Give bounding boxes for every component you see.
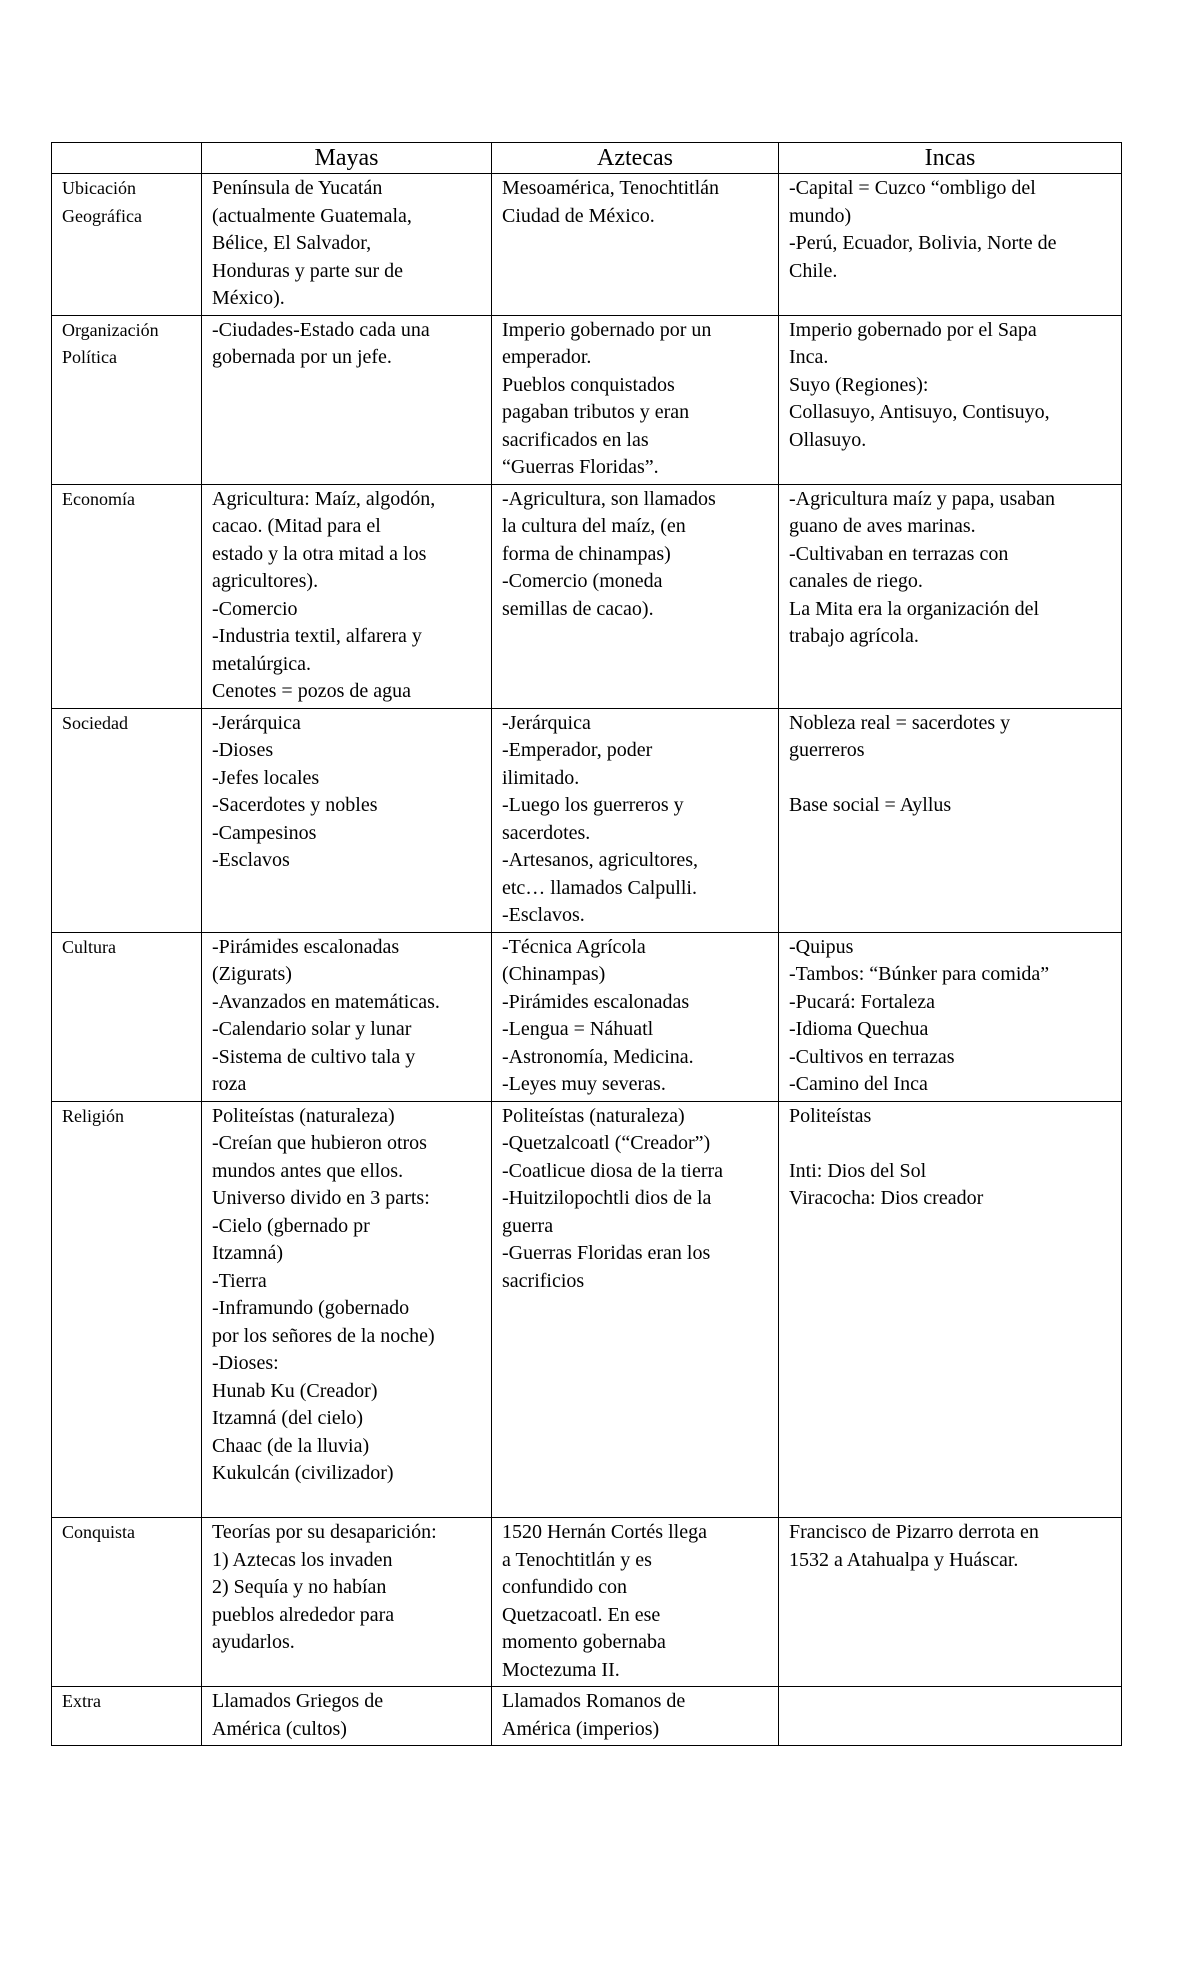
cell-text-line: -Guerras Floridas eran los [502, 1242, 711, 1264]
cell-text-line: -Dioses [212, 739, 274, 761]
cell-text-line: -Emperador, poder [502, 739, 653, 761]
cell-text-line: guerra [502, 1214, 554, 1237]
cell-text-line: -Creían que hubieron otros [212, 1132, 427, 1154]
cell-text-line: -Lengua = Náhuatl [502, 1018, 654, 1040]
cell-text-line: cacao. (Mitad para el [212, 515, 381, 537]
cell-text-line: -Inframundo (gobernado [212, 1297, 410, 1319]
row-label-cell [52, 174, 202, 316]
cell-text-line: -Técnica Agrícola [502, 935, 646, 958]
cell-aztecas [492, 1687, 779, 1746]
cell-mayas [202, 1101, 492, 1518]
table-row [52, 315, 1122, 484]
cell-text-line: -Cielo (gbernado pr [212, 1214, 370, 1237]
cell-aztecas [492, 315, 779, 484]
cell-text-line: -Idioma Quechua [789, 1018, 929, 1040]
cell-text-line: forma de chinampas) [502, 542, 671, 565]
cell-text-line: Kukulcán (civilizador) [212, 1462, 394, 1484]
cell-text-line: -Perú, Ecuador, Bolivia, Norte de [789, 232, 1057, 254]
cell-text-line: -Jerárquica [212, 711, 301, 734]
cell-text-line: 1532 a Atahualpa y Huáscar. [789, 1548, 1019, 1571]
cell-text-line: Suyo (Regiones): [789, 373, 929, 396]
table-row [52, 1101, 1122, 1518]
cell-text-line: -Ciudades-Estado cada una [212, 318, 430, 341]
row-label-cell [52, 484, 202, 708]
cell-text-line: gobernada por un jefe. [212, 346, 392, 368]
row-label-cell [52, 708, 202, 932]
cell-text-line: guerreros [789, 739, 865, 761]
cell-text-line: -Sacerdotes y nobles [212, 794, 378, 816]
cell-text-line: confundido con [502, 1576, 627, 1598]
cell-text-line: América (imperios) [502, 1717, 660, 1740]
cell-text-line: estado y la otra mitad a los [212, 542, 427, 565]
cell-text-line: canales de riego. [789, 570, 923, 592]
row-label-line: Geográfica [62, 205, 142, 226]
cell-text-line: Inti: Dios del Sol [789, 1159, 927, 1182]
civilizations-comparison-table [51, 142, 1122, 1746]
cell-text-line: -Camino del Inca [789, 1073, 928, 1095]
row-label-line: Sociedad [62, 712, 128, 733]
table-row [52, 708, 1122, 932]
table-row [52, 1687, 1122, 1746]
cell-aztecas [492, 932, 779, 1101]
row-label-line: Organización [62, 319, 159, 340]
row-label-cell [52, 1687, 202, 1746]
cell-text-line: Ciudad de México. [502, 204, 655, 227]
cell-mayas [202, 708, 492, 932]
row-label-line: Economía [62, 488, 135, 509]
cell-text-line: -Industria textil, alfarera y [212, 625, 422, 647]
row-label-cell [52, 932, 202, 1101]
cell-text-line: -Calendario solar y lunar [212, 1018, 412, 1040]
cell-text-line: Honduras y parte sur de [212, 259, 404, 282]
cell-text-line: Agricultura: Maíz, algodón, [212, 487, 436, 510]
cell-text-line: La Mita era la organización del [789, 597, 1040, 620]
cell-text-line: Mesoamérica, Tenochtitlán [502, 177, 720, 199]
cell-mayas [202, 174, 492, 316]
cell-mayas [202, 1687, 492, 1746]
cell-text-line: -Tambos: “Búnker para comida” [789, 963, 1050, 985]
cell-text-line: -Comercio [212, 597, 298, 620]
header-aztecas: Aztecas [492, 143, 779, 174]
cell-text-line [789, 1130, 1111, 1158]
cell-text-line: trabajo agrícola. [789, 625, 919, 647]
table-body [52, 174, 1122, 1746]
cell-text-line: -Sistema de cultivo tala y [212, 1045, 416, 1068]
cell-text-line: -Avanzados en matemáticas. [212, 990, 440, 1013]
row-label-line: Religión [62, 1105, 124, 1126]
cell-text-line: metalúrgica. [212, 652, 312, 675]
cell-text-line: Bélice, El Salvador, [212, 232, 372, 254]
cell-text-line: -Jefes locales [212, 766, 320, 789]
table-row [52, 174, 1122, 316]
cell-text-line: agricultores). [212, 570, 319, 592]
row-label-cell [52, 1518, 202, 1687]
cell-text-line [789, 765, 1111, 793]
cell-text-line: sacrificios [502, 1269, 585, 1292]
cell-text-line: sacrificados en las [502, 428, 649, 451]
cell-text-line: México). [212, 287, 285, 309]
row-label-line: Cultura [62, 936, 116, 957]
table-row [52, 932, 1122, 1101]
cell-incas [779, 1518, 1122, 1687]
header-row [52, 143, 1122, 174]
cell-text-line: Cenotes = pozos de agua [212, 680, 412, 702]
cell-text-line: -Astronomía, Medicina. [502, 1045, 694, 1068]
cell-text-line: Itzamná (del cielo) [212, 1407, 364, 1429]
cell-text-line [212, 1488, 481, 1516]
cell-text-line: -Esclavos [212, 849, 290, 871]
row-label-line: Política [62, 347, 117, 367]
cell-text-line: -Esclavos. [502, 904, 585, 926]
cell-incas [779, 484, 1122, 708]
cell-text-line: Collasuyo, Antisuyo, Contisuyo, [789, 401, 1050, 423]
cell-mayas [202, 484, 492, 708]
cell-text-line: -Pirámides escalonadas [212, 935, 400, 958]
cell-text-line: -Cultivaban en terrazas con [789, 542, 1009, 565]
cell-text-line: -Huitzilopochtli dios de la [502, 1187, 712, 1209]
cell-aztecas [492, 174, 779, 316]
cell-text-line: a Tenochtitlán y es [502, 1548, 652, 1571]
header-corner-cell [52, 143, 202, 174]
cell-aztecas [492, 1518, 779, 1687]
row-label-cell [52, 315, 202, 484]
table-row [52, 1518, 1122, 1687]
cell-text-line: -Luego los guerreros y [502, 794, 684, 816]
cell-text-line: Imperio gobernado por un [502, 318, 712, 341]
cell-text-line: Llamados Romanos de [502, 1690, 686, 1712]
cell-text-line: -Capital = Cuzco “ombligo del [789, 177, 1036, 199]
cell-text-line: América (cultos) [212, 1717, 347, 1740]
cell-text-line: 1) Aztecas los invaden [212, 1548, 393, 1571]
cell-text-line: -Pirámides escalonadas [502, 990, 690, 1013]
cell-text-line: Inca. [789, 346, 829, 368]
cell-aztecas [492, 708, 779, 932]
cell-incas [779, 1687, 1122, 1746]
row-label-cell [52, 1101, 202, 1518]
cell-mayas [202, 315, 492, 484]
cell-text-line: Itzamná) [212, 1242, 284, 1264]
cell-text-line: Chaac (de la lluvia) [212, 1434, 370, 1457]
cell-text-line: -Agricultura maíz y papa, usaban [789, 487, 1056, 510]
cell-text-line: mundos antes que ellos. [212, 1159, 404, 1182]
cell-text-line: -Quetzalcoatl (“Creador”) [502, 1132, 711, 1154]
cell-text-line: pueblos alrededor para [212, 1603, 395, 1626]
cell-text-line: ayudarlos. [212, 1631, 295, 1653]
cell-text-line: etc… llamados Calpulli. [502, 876, 697, 899]
cell-text-line: Península de Yucatán [212, 177, 383, 199]
cell-text-line: -Pucará: Fortaleza [789, 990, 936, 1013]
cell-text-line: -Artesanos, agricultores, [502, 849, 699, 871]
cell-incas [779, 708, 1122, 932]
cell-text-line: Francisco de Pizarro derrota en [789, 1521, 1039, 1543]
cell-text-line: -Dioses: [212, 1352, 279, 1374]
cell-text-line: Universo divido en 3 parts: [212, 1187, 430, 1209]
cell-text-line: sacerdotes. [502, 821, 591, 844]
cell-text-line: Viracocha: Dios creador [789, 1187, 984, 1209]
cell-text-line: semillas de cacao). [502, 597, 654, 620]
cell-text-line: Base social = Ayllus [789, 794, 952, 816]
cell-text-line: -Tierra [212, 1269, 267, 1292]
cell-text-line: Chile. [789, 259, 838, 282]
cell-text-line: Pueblos conquistados [502, 373, 675, 396]
cell-text-line: Llamados Griegos de [212, 1690, 384, 1712]
cell-aztecas [492, 1101, 779, 1518]
cell-text-line: (Chinampas) [502, 963, 606, 985]
cell-text-line: mundo) [789, 204, 852, 227]
cell-text-line: Hunab Ku (Creador) [212, 1379, 378, 1402]
cell-text-line [212, 1657, 481, 1685]
cell-text-line: -Coatlicue diosa de la tierra [502, 1159, 724, 1182]
cell-incas [779, 932, 1122, 1101]
cell-text-line: -Quipus [789, 935, 854, 958]
cell-text-line: ilimitado. [502, 766, 580, 789]
cell-text-line: -Jerárquica [502, 711, 591, 734]
cell-mayas [202, 1518, 492, 1687]
cell-text-line: -Comercio (moneda [502, 570, 663, 592]
cell-text-line: Quetzacoatl. En ese [502, 1603, 661, 1626]
cell-incas [779, 174, 1122, 316]
cell-text-line: -Campesinos [212, 821, 317, 844]
cell-text-line: “Guerras Floridas”. [502, 456, 659, 478]
cell-text-line: guano de aves marinas. [789, 515, 976, 537]
cell-text-line: Politeístas (naturaleza) [212, 1104, 395, 1127]
cell-text-line: Politeístas (naturaleza) [502, 1104, 685, 1127]
cell-text-line: -Cultivos en terrazas [789, 1045, 955, 1068]
row-label-line: Extra [62, 1691, 101, 1711]
header-incas: Incas [779, 143, 1122, 174]
cell-incas [779, 1101, 1122, 1518]
cell-text-line: 1520 Hernán Cortés llega [502, 1521, 707, 1543]
cell-text-line: 2) Sequía y no habían [212, 1576, 387, 1598]
cell-text-line: (actualmente Guatemala, [212, 204, 412, 227]
cell-text-line: roza [212, 1073, 247, 1095]
row-label-line: Conquista [62, 1522, 136, 1542]
cell-text-line: emperador. [502, 346, 592, 368]
cell-text-line: -Agricultura, son llamados [502, 487, 716, 510]
cell-text-line: Ollasuyo. [789, 428, 867, 451]
header-mayas: Mayas [202, 143, 492, 174]
cell-text-line: -Leyes muy severas. [502, 1073, 666, 1095]
cell-aztecas [492, 484, 779, 708]
cell-text-line: la cultura del maíz, (en [502, 515, 686, 537]
cell-mayas [202, 932, 492, 1101]
cell-text-line: Teorías por su desaparición: [212, 1521, 437, 1543]
cell-text-line: Imperio gobernado por el Sapa [789, 318, 1037, 341]
cell-text-line: pagaban tributos y eran [502, 401, 690, 423]
table-row [52, 484, 1122, 708]
cell-text-line: Nobleza real = sacerdotes y [789, 711, 1011, 734]
cell-incas [779, 315, 1122, 484]
cell-text-line: Moctezuma II. [502, 1658, 620, 1681]
row-label-line: Ubicación [62, 178, 136, 198]
cell-text-line: momento gobernaba [502, 1631, 666, 1653]
cell-text-line: (Zigurats) [212, 963, 292, 985]
cell-text-line: por los señores de la noche) [212, 1324, 435, 1347]
cell-text-line: Politeístas [789, 1104, 872, 1127]
